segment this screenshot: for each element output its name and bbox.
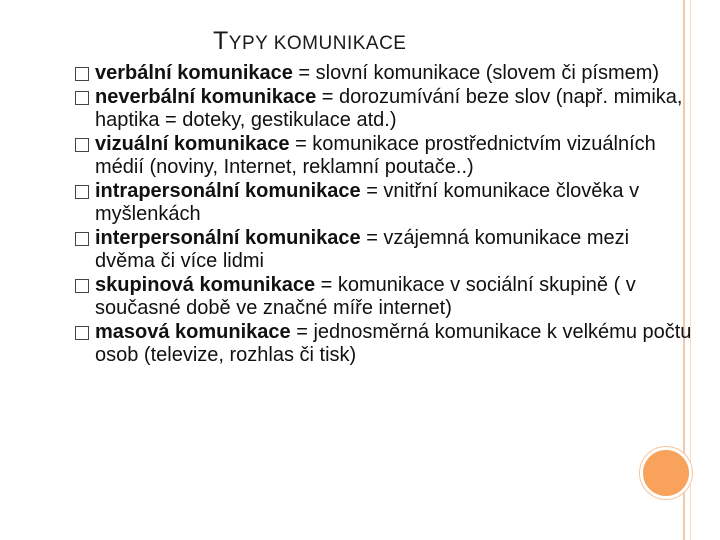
bullet-text: = vzájemná komunikace mezi dvěma či více lidmi [95, 226, 630, 272]
bullet-item [73, 133, 693, 180]
checkbox-bullet-icon [75, 138, 89, 152]
bullet-text: = dorozumívání beze slov (např. mimika, haptika = doteky, gestikulace atd.) [95, 85, 683, 131]
title-rest: YPY KOMUNIKACE [228, 33, 407, 54]
bullet-item [73, 321, 693, 368]
checkbox-bullet-icon [75, 185, 89, 199]
bullet-term: neverbální komunikace [95, 85, 317, 108]
bullet-text: = vnitřní komunikace člověka v myšlenkách [95, 179, 640, 225]
bullet-item [73, 62, 693, 86]
bullet-item [73, 274, 693, 321]
bullet-text: = jednosměrná komunikace k velkému počtu osob (televize, rozhlas či tisk) [95, 320, 692, 366]
bullet-term: vizuální komunikace [95, 132, 290, 155]
checkbox-bullet-icon [75, 232, 89, 246]
slide-title [213, 27, 406, 56]
bullet-term: intrapersonální komunikace [95, 179, 361, 202]
bullet-item [73, 180, 693, 227]
bullet-term: interpersonální komunikace [95, 226, 361, 249]
bullet-list [73, 62, 693, 368]
bullet-item [73, 86, 693, 133]
checkbox-bullet-icon [75, 67, 89, 81]
bullet-item [73, 227, 693, 274]
checkbox-bullet-icon [75, 279, 89, 293]
title-first-letter: T [213, 27, 229, 55]
bullet-term: skupinová komunikace [95, 273, 316, 296]
bullet-text: = slovní komunikace (slovem či písmem) [292, 62, 660, 84]
bullet-term: masová komunikace [95, 320, 291, 343]
checkbox-bullet-icon [75, 91, 89, 105]
bullet-text: = komunikace v sociální skupině ( v současné době ve značné míře internet) [95, 273, 636, 319]
bullet-term: verbální komunikace [95, 62, 293, 84]
checkbox-bullet-icon [75, 326, 89, 340]
bullet-text: = komunikace prostřednictvím vizuálních médií (noviny, Internet, reklamní poutače..) [95, 132, 656, 178]
decorative-orange-circle [640, 447, 692, 499]
